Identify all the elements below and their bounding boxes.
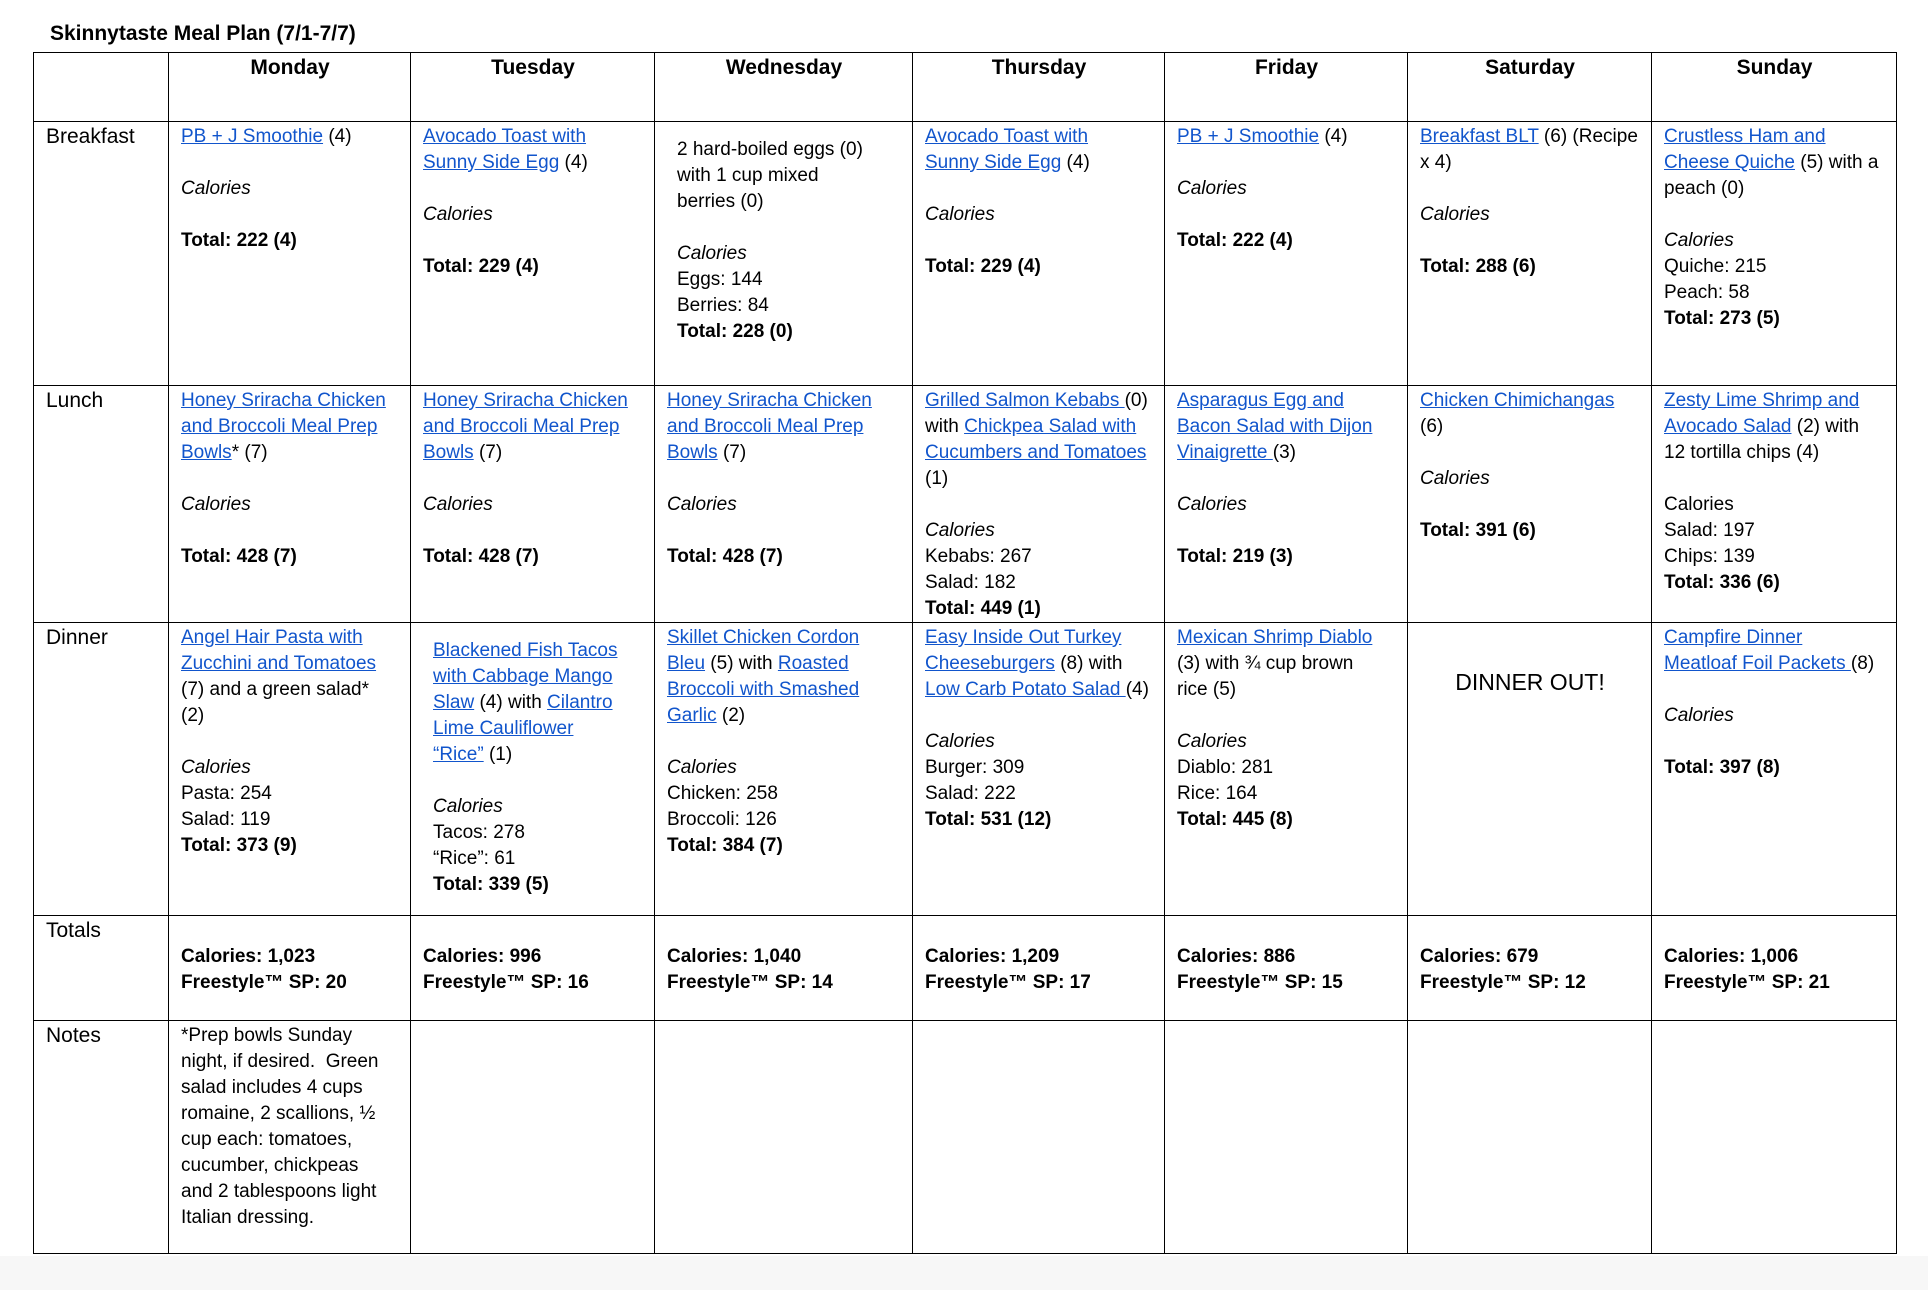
notes-cell-tuesday [411, 1021, 655, 1254]
meal-total: Total: 397 (8) [1664, 757, 1780, 778]
recipe-link[interactable]: Cheeseburgers [925, 653, 1055, 674]
recipe-link[interactable]: with Cabbage Mango [433, 666, 613, 687]
recipe-link[interactable]: Avocado Toast with [423, 126, 587, 147]
day-calories: Calories: 1,209 [925, 946, 1060, 967]
day-calories: Calories: 1,006 [1664, 946, 1799, 967]
dinner-cell-tuesday: Blackened Fish Tacos with Cabbage Mango Slaw (4) with Cilantro Lime Cauliflower “Rice” (1) Calories Tacos: 278 “Rice”: 61 Total: 339 (5) [411, 623, 655, 916]
calorie-detail: Berries: 84 [677, 295, 769, 316]
calorie-detail: Salad: 182 [925, 572, 1016, 593]
calorie-detail: Chips: 139 [1664, 546, 1755, 567]
calorie-detail: Salad: 222 [925, 783, 1016, 804]
note-line: romaine, 2 scallions, ½ [181, 1103, 376, 1124]
recipe-link[interactable]: Honey Sriracha Chicken [181, 390, 386, 411]
recipe-link[interactable]: Campfire Dinner [1664, 627, 1803, 648]
day-points: Freestyle™ SP: 21 [1664, 972, 1830, 993]
calorie-detail: Peach: 58 [1664, 282, 1750, 303]
totals-cell-thursday [913, 916, 1165, 1021]
day-calories: Calories: 996 [423, 946, 542, 967]
row-label-notes: Notes [34, 1021, 169, 1254]
meal-total: Total: 449 (1) [925, 598, 1041, 619]
breakfast-cell-thursday: Avocado Toast with Sunny Side Egg (4) Calories Total: 229 (4) [913, 122, 1165, 386]
dinner-cell-friday: Mexican Shrimp Diablo (3) with ¾ cup brown rice (5) Calories Diablo: 281 Rice: 164 Total: 445 (8) [1165, 623, 1408, 916]
day-header: Thursday [913, 53, 1165, 122]
totals-row [34, 916, 1897, 1021]
calorie-detail: Chicken: 258 [667, 783, 778, 804]
day-points: Freestyle™ SP: 14 [667, 972, 833, 993]
recipe-link[interactable]: Cilantro [547, 692, 613, 713]
calories-label: Calories [181, 494, 251, 515]
meal-total: Total: 428 (7) [423, 546, 539, 567]
recipe-link[interactable]: and Broccoli Meal Prep [667, 416, 864, 437]
calorie-detail: Salad: 197 [1664, 520, 1755, 541]
meal-plan-table [33, 52, 1897, 1254]
calorie-detail: Burger: 309 [925, 757, 1025, 778]
recipe-link[interactable]: PB + J Smoothie [181, 126, 324, 147]
notes-cell-friday [1165, 1021, 1408, 1254]
recipe-link[interactable]: Sunny Side Egg [423, 152, 560, 173]
note-line: salad includes 4 cups [181, 1077, 363, 1098]
calories-label: Calories [925, 520, 995, 541]
meal-total: Total: 229 (4) [423, 256, 539, 277]
calorie-detail: Eggs: 144 [677, 269, 763, 290]
day-points: Freestyle™ SP: 15 [1177, 972, 1343, 993]
day-header: Wednesday [655, 53, 913, 122]
recipe-link[interactable]: Lime Cauliflower [433, 718, 574, 739]
row-label-breakfast: Breakfast [34, 122, 169, 386]
breakfast-cell-saturday: Breakfast BLT (6) (Recipe x 4) Calories Total: 288 (6) [1408, 122, 1652, 386]
recipe-link[interactable]: Slaw [433, 692, 475, 713]
recipe-link[interactable]: Easy Inside Out Turkey [925, 627, 1122, 648]
meal-total: Total: 288 (6) [1420, 256, 1536, 277]
recipe-link[interactable]: Garlic [667, 705, 717, 726]
calorie-detail: Pasta: 254 [181, 783, 272, 804]
day-header: Friday [1165, 53, 1408, 122]
calories-label: Calories [1177, 178, 1247, 199]
lunch-cell-wednesday: Honey Sriracha Chicken and Broccoli Meal Prep Bowls (7) Calories Total: 428 (7) [655, 386, 913, 623]
recipe-link[interactable]: Avocado Toast with [925, 126, 1089, 147]
totals-cell-saturday [1408, 916, 1652, 1021]
breakfast-cell-sunday: Crustless Ham and Cheese Quiche (5) with a peach (0) Calories Quiche: 215 Peach: 58 Total: 273 (5) [1652, 122, 1897, 386]
note-line: cucumber, chickpeas [181, 1155, 359, 1176]
recipe-link[interactable]: Vinaigrette [1177, 442, 1273, 463]
calorie-detail: Diablo: 281 [1177, 757, 1274, 778]
dinner-out-text: DINNER OUT! [1455, 669, 1605, 695]
note-line: *Prep bowls Sunday [181, 1025, 353, 1046]
recipe-link[interactable]: Bleu [667, 653, 706, 674]
recipe-link[interactable]: Bacon Salad with Dijon [1177, 416, 1373, 437]
totals-cell-friday [1165, 916, 1408, 1021]
recipe-link[interactable]: Chicken Chimichangas [1420, 390, 1615, 411]
dinner-cell-wednesday: Skillet Chicken Cordon Bleu (5) with Roasted Broccoli with Smashed Garlic (2) Calories Chicken: 258 Broccoli: 126 Total: 384 (7) [655, 623, 913, 916]
calories-label: Calories [1664, 705, 1734, 726]
corner-cell [34, 53, 169, 122]
lunch-row [34, 386, 1897, 623]
calories-label: Calories [433, 796, 503, 817]
meal-total: Total: 428 (7) [667, 546, 783, 567]
dinner-cell-monday: Angel Hair Pasta with Zucchini and Tomatoes (7) and a green salad* (2) Calories Pasta: 254 Salad: 119 Total: 373 (9) [169, 623, 411, 916]
recipe-link[interactable]: Cucumbers and Tomatoes [925, 442, 1147, 463]
recipe-link[interactable]: Grilled Salmon Kebabs [925, 390, 1125, 411]
recipe-link[interactable]: Meatloaf Foil Packets [1664, 653, 1851, 674]
breakfast-cell-tuesday: Avocado Toast with Sunny Side Egg (4) Calories Total: 229 (4) [411, 122, 655, 386]
calories-label: Calories [423, 494, 493, 515]
page-title: Skinnytaste Meal Plan (7/1-7/7) [50, 22, 356, 45]
notes-cell-thursday [913, 1021, 1165, 1254]
recipe-link[interactable]: Zucchini and Tomatoes [181, 653, 377, 674]
note-line: cup each: tomatoes, [181, 1129, 353, 1150]
lunch-cell-tuesday: Honey Sriracha Chicken and Broccoli Meal Prep Bowls (7) Calories Total: 428 (7) [411, 386, 655, 623]
meal-total: Total: 219 (3) [1177, 546, 1293, 567]
lunch-cell-thursday: Grilled Salmon Kebabs (0) with Chickpea Salad with Cucumbers and Tomatoes (1) Calories Kebabs: 267 Salad: 182 Total: 449 (1) [913, 386, 1165, 623]
meal-total: Total: 229 (4) [925, 256, 1041, 277]
calorie-detail: Quiche: 215 [1664, 256, 1767, 277]
breakfast-cell-monday: PB + J Smoothie (4) Calories Total: 222 (4) [169, 122, 411, 386]
notes-cell-saturday [1408, 1021, 1652, 1254]
recipe-link[interactable]: Zesty Lime Shrimp and [1664, 390, 1860, 411]
meal-total: Total: 445 (8) [1177, 809, 1293, 830]
meal-total: Total: 273 (5) [1664, 308, 1780, 329]
meal-total: Total: 384 (7) [667, 835, 783, 856]
calories-label: Calories [677, 243, 747, 264]
recipe-link[interactable]: Cheese Quiche [1664, 152, 1795, 173]
day-header: Sunday [1652, 53, 1897, 122]
meal-total: Total: 336 (6) [1664, 572, 1780, 593]
note-line: night, if desired. Green [181, 1051, 379, 1072]
meal-total: Total: 391 (6) [1420, 520, 1536, 541]
recipe-link[interactable]: Avocado Salad [1664, 416, 1792, 437]
note-line: Italian dressing. [181, 1207, 315, 1228]
recipe-link[interactable]: “Rice” [433, 744, 484, 765]
lunch-cell-sunday: Zesty Lime Shrimp and Avocado Salad (2) with 12 tortilla chips (4) Calories Salad: 197 Chips: 139 Total: 336 (6) [1652, 386, 1897, 623]
day-points: Freestyle™ SP: 17 [925, 972, 1091, 993]
recipe-link[interactable]: Mexican Shrimp Diablo [1177, 627, 1373, 648]
calorie-detail: Rice: 164 [1177, 783, 1258, 804]
day-header: Monday [169, 53, 411, 122]
calories-label: Calories [1177, 494, 1247, 515]
meal-total: Total: 373 (9) [181, 835, 297, 856]
row-label-dinner: Dinner [34, 623, 169, 916]
recipe-link[interactable]: Sunny Side Egg [925, 152, 1062, 173]
note-line: and 2 tablespoons light [181, 1181, 377, 1202]
recipe-link[interactable]: Roasted [777, 653, 849, 674]
day-header: Tuesday [411, 53, 655, 122]
notes-row [34, 1021, 1897, 1254]
calorie-detail: Tacos: 278 [433, 822, 525, 843]
recipe-link[interactable]: Chickpea Salad with [964, 416, 1137, 437]
totals-cell-tuesday [411, 916, 655, 1021]
lunch-cell-monday: Honey Sriracha Chicken and Broccoli Meal Prep Bowls* (7) Calories Total: 428 (7) [169, 386, 411, 623]
calories-label: Calories [1664, 230, 1734, 251]
day-points: Freestyle™ SP: 20 [181, 972, 347, 993]
recipe-link[interactable]: Angel Hair Pasta with [181, 627, 363, 648]
calories-label: Calories [925, 204, 995, 225]
recipe-link[interactable]: Bowls [667, 442, 718, 463]
day-calories: Calories: 886 [1177, 946, 1296, 967]
day-header: Saturday [1408, 53, 1652, 122]
row-label-totals: Totals [34, 916, 169, 1021]
dinner-cell-sunday: Campfire Dinner Meatloaf Foil Packets (8) Calories Total: 397 (8) [1652, 623, 1897, 916]
meal-total: Total: 222 (4) [181, 230, 297, 251]
totals-cell-monday [169, 916, 411, 1021]
totals-cell-sunday [1652, 916, 1897, 1021]
meal-total: Total: 531 (12) [925, 809, 1052, 830]
recipe-link[interactable]: and Broccoli Meal Prep [181, 416, 378, 437]
recipe-link[interactable]: Crustless Ham and [1664, 126, 1826, 147]
totals-cell-wednesday [655, 916, 913, 1021]
recipe-link[interactable]: Honey Sriracha Chicken [667, 390, 872, 411]
calories-label: Calories [667, 494, 737, 515]
day-calories: Calories: 1,023 [181, 946, 316, 967]
meal-total: Total: 339 (5) [433, 874, 549, 895]
day-points: Freestyle™ SP: 16 [423, 972, 589, 993]
meal-total: Total: 428 (7) [181, 546, 297, 567]
day-calories: Calories: 679 [1420, 946, 1539, 967]
calories-label: Calories [1420, 204, 1490, 225]
calories-label: Calories [1177, 731, 1247, 752]
calories-label: Calories [181, 757, 251, 778]
calories-label: Calories [925, 731, 995, 752]
recipe-link[interactable]: Bowls [423, 442, 474, 463]
notes-cell-sunday [1652, 1021, 1897, 1254]
calories-label: Calories [1420, 468, 1490, 489]
meal-total: Total: 222 (4) [1177, 230, 1293, 251]
calories-label: Calories [1664, 494, 1734, 515]
row-label-lunch: Lunch [34, 386, 169, 623]
recipe-link[interactable]: Blackened Fish Tacos [433, 640, 618, 661]
recipe-link[interactable]: Breakfast BLT [1420, 126, 1539, 147]
calorie-detail: “Rice”: 61 [433, 848, 516, 869]
lunch-cell-saturday: Chicken Chimichangas (6) Calories Total: 391 (6) [1408, 386, 1652, 623]
header-row [34, 53, 1897, 122]
calorie-detail: Kebabs: 267 [925, 546, 1032, 567]
calorie-detail: Broccoli: 126 [667, 809, 777, 830]
calories-label: Calories [667, 757, 737, 778]
recipe-link[interactable]: Skillet Chicken Cordon [667, 627, 860, 648]
breakfast-cell-wednesday: 2 hard-boiled eggs (0) with 1 cup mixed berries (0) Calories Eggs: 144 Berries: 84 Total: 228 (0) [655, 122, 913, 386]
dinner-row [34, 623, 1897, 916]
dinner-cell-thursday: Easy Inside Out Turkey Cheeseburgers (8) with Low Carb Potato Salad (4) Calories Burger: 309 Salad: 222 Total: 531 (12) [913, 623, 1165, 916]
calorie-detail: Salad: 119 [181, 809, 271, 830]
recipe-link[interactable]: Honey Sriracha Chicken [423, 390, 628, 411]
recipe-link[interactable]: Broccoli with Smashed [667, 679, 860, 700]
dinner-cell-saturday [1408, 623, 1652, 916]
lunch-cell-friday: Asparagus Egg and Bacon Salad with Dijon Vinaigrette (3) Calories Total: 219 (3) [1165, 386, 1408, 623]
day-calories: Calories: 1,040 [667, 946, 802, 967]
recipe-link[interactable]: Asparagus Egg and [1177, 390, 1344, 411]
notes-cell-wednesday [655, 1021, 913, 1254]
calories-label: Calories [181, 178, 251, 199]
breakfast-cell-friday: PB + J Smoothie (4) Calories Total: 222 (4) [1165, 122, 1408, 386]
notes-cell-monday [169, 1021, 411, 1254]
recipe-link[interactable]: Bowls [181, 442, 232, 463]
window-bottom-strip [0, 1256, 1928, 1290]
calories-label: Calories [423, 204, 493, 225]
meal-total: Total: 228 (0) [677, 321, 793, 342]
recipe-link[interactable]: PB + J Smoothie [1177, 126, 1320, 147]
day-points: Freestyle™ SP: 12 [1420, 972, 1586, 993]
recipe-link[interactable]: Low Carb Potato Salad [925, 679, 1126, 700]
breakfast-row [34, 122, 1897, 386]
recipe-link[interactable]: and Broccoli Meal Prep [423, 416, 620, 437]
